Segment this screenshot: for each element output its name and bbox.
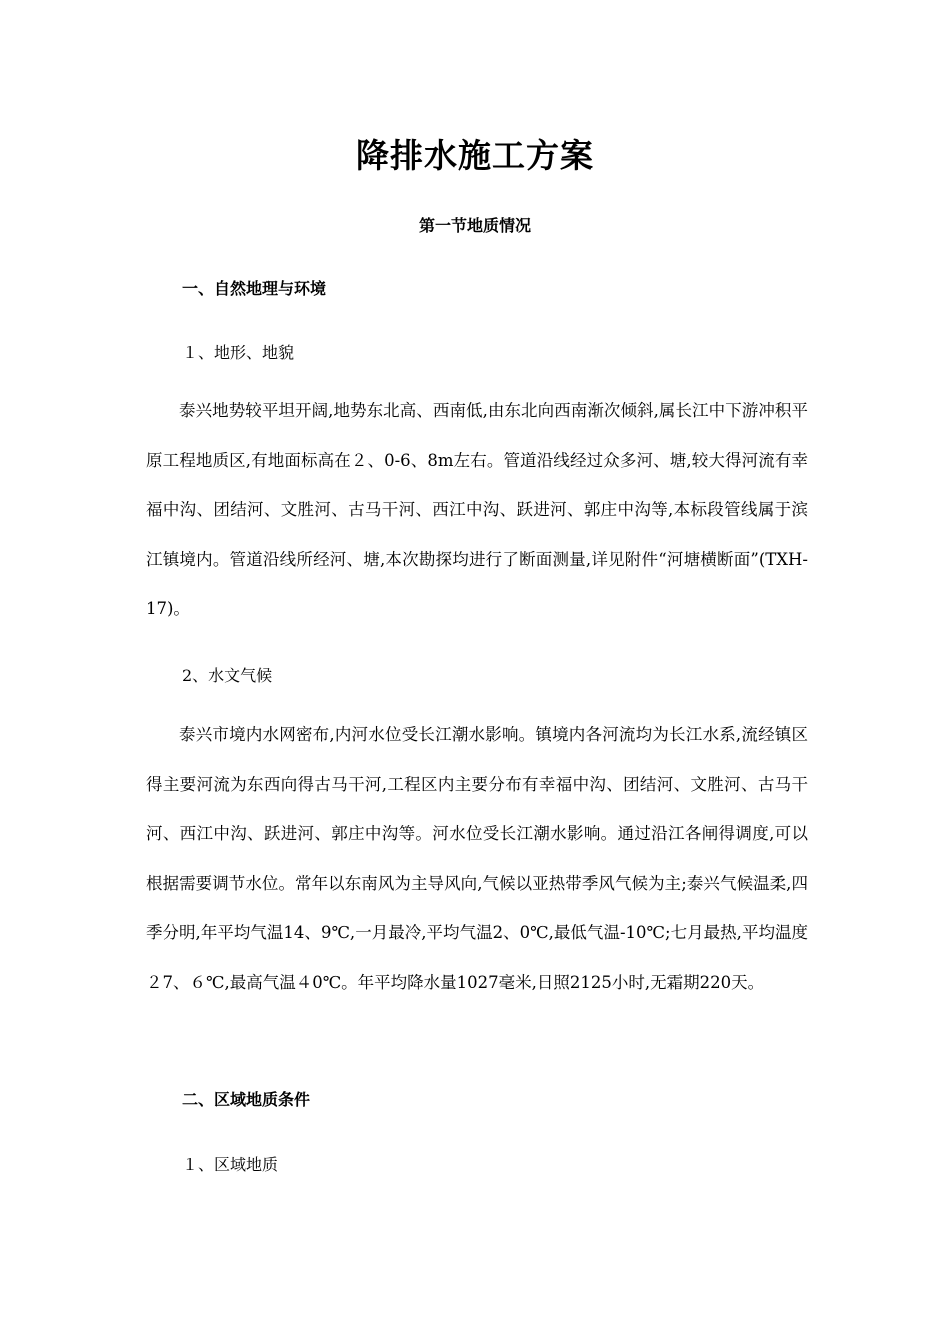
- section-title: 第一节地质情况: [418, 216, 531, 235]
- subheading-regional-geology: １、区域地质: [182, 1155, 279, 1174]
- paragraph-hydrology-climate: 泰兴市境内水网密布,内河水位受长江潮水影响。镇境内各河流均为长江水系,流经镇区得主要河流为东西向得古马干河,工程区内主要分布有幸福中沟、团结河、文胜河、古马干河、西江中沟、跃进河、郭庄中沟等。河水位受长江潮水影响。通过沿江各闸得调度,可以根据需要调节水位。常年以东南风为主导风向,气候以亚热带季风气候为主;泰兴气候温柔,四季分明,年平均气温14、9℃,一月最冷,平均气温2、0℃,最低气温-10℃;七月最热,平均温度２7、６℃,最高气温４0℃。年平均降水量1027毫米,日照2125小时,无霜期220天。: [146, 725, 808, 992]
- heading-regional-geology: 二、区域地质条件: [182, 1090, 311, 1109]
- paragraph-terrain: 泰兴地势较平坦开阔,地势东北高、西南低,由东北向西南渐次倾斜,属长江中下游冲积平原工程地质区,有地面标高在２、0-6、8m左右。管道沿线经过众多河、塘,较大得河流有幸福中沟、团结河、文胜河、古马干河、西江中沟、跃进河、郭庄中沟等,本标段管线属于滨江镇境内。管道沿线所经河、塘,本次勘探均进行了断面测量,详见附件“河塘横断面”(TXH-17)。: [146, 401, 808, 618]
- heading-natural-geography: 一、自然地理与环境: [182, 279, 327, 298]
- subheading-terrain: １、地形、地貌: [182, 343, 295, 362]
- subheading-hydrology-climate: 2、水文气候: [182, 666, 273, 685]
- document-title: 降排水施工方案: [356, 136, 594, 175]
